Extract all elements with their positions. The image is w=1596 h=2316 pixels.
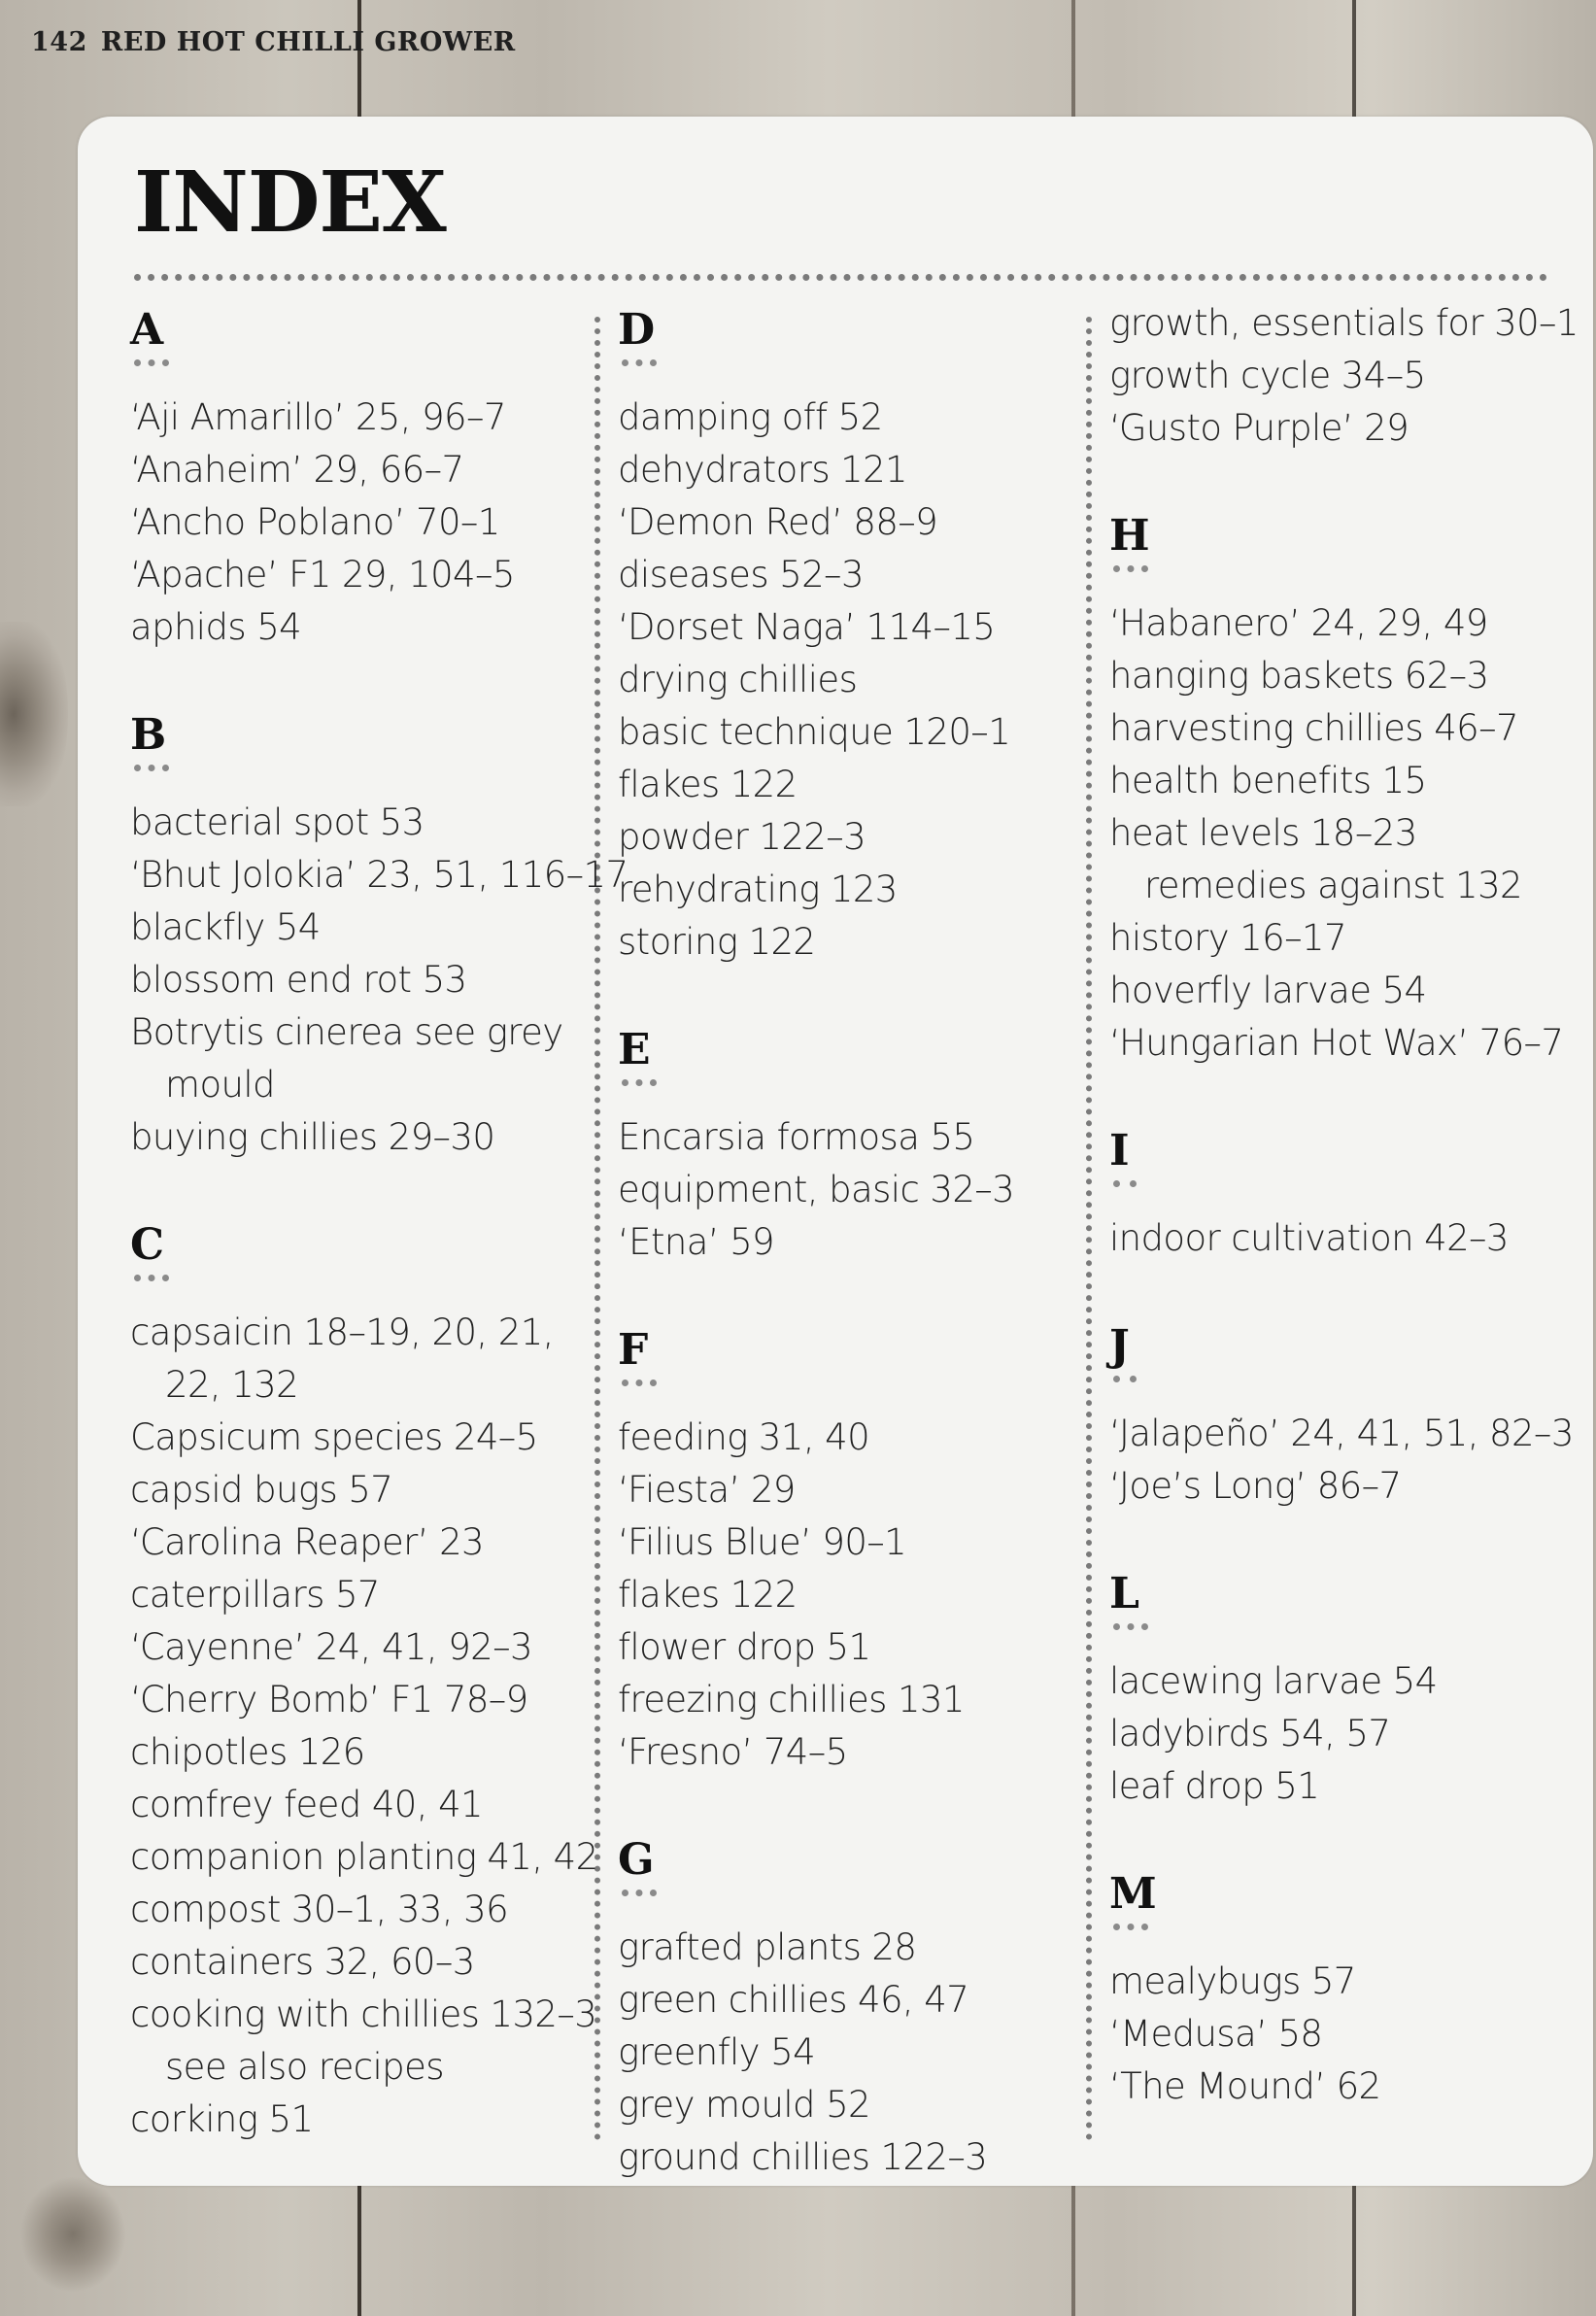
index-entry: ‘Cayenne’ 24, 41, 92–3 <box>130 1626 532 1668</box>
section-letter: A <box>130 305 164 355</box>
section-dots <box>1113 1924 1148 1938</box>
wood-knot <box>0 622 68 806</box>
section-dots <box>134 1275 169 1289</box>
index-entry: aphids 54 <box>130 606 302 648</box>
index-entry: ‘Ancho Poblano’ 70–1 <box>130 501 500 543</box>
section-letter: E <box>618 1025 651 1074</box>
index-entry: companion planting 41, 42 <box>130 1836 598 1878</box>
book-title: RED HOT CHILLI GROWER <box>100 27 516 57</box>
index-entry: ‘Fresno’ 74–5 <box>618 1731 848 1773</box>
index-section <box>618 1323 1074 1779</box>
index-entry: ground chillies 122–3 <box>618 2136 988 2178</box>
section-dots <box>1113 1180 1137 1195</box>
section-dots <box>134 765 169 779</box>
index-entry: Capsicum species 24–5 <box>130 1416 538 1458</box>
title-divider <box>134 274 1547 281</box>
index-entry: feeding 31, 40 <box>618 1416 870 1458</box>
index-entry: ‘Demon Red’ 88–9 <box>618 501 938 543</box>
index-entry: bacterial spot 53 <box>130 801 424 843</box>
index-entry: ‘Anaheim’ 29, 66–7 <box>130 449 464 491</box>
running-head <box>31 27 516 57</box>
index-entry: ‘Cherry Bomb’ F1 78–9 <box>130 1679 528 1720</box>
section-dots <box>134 359 169 374</box>
index-entry: comfrey feed 40, 41 <box>130 1784 483 1825</box>
index-entry: mould <box>165 1064 275 1106</box>
section-letter: M <box>1109 1869 1157 1919</box>
index-entry: ‘Dorset Naga’ 114–15 <box>618 606 996 648</box>
index-entry: blackfly 54 <box>130 906 321 948</box>
index-entry: containers 32, 60–3 <box>130 1941 475 1983</box>
index-section <box>1109 509 1566 1070</box>
section-letter: D <box>618 305 656 355</box>
index-entry: basic technique 120–1 <box>618 711 1011 753</box>
index-entry: indoor cultivation 42–3 <box>1109 1217 1509 1259</box>
index-section <box>1109 297 1579 455</box>
section-letter: H <box>1109 511 1150 561</box>
section-dots <box>622 359 657 374</box>
section-letter: B <box>130 710 167 760</box>
index-section <box>130 303 587 654</box>
index-column <box>130 303 628 2200</box>
index-entry: capsid bugs 57 <box>130 1469 393 1511</box>
index-entry: greenfly 54 <box>618 2031 816 2073</box>
section-letter: I <box>1109 1126 1130 1175</box>
section-letter: F <box>618 1325 649 1375</box>
wood-knot <box>19 2176 126 2293</box>
index-entry: capsaicin 18–19, 20, 21, <box>130 1311 554 1353</box>
index-entry: ‘Etna’ 59 <box>618 1221 774 1263</box>
index-entry: ‘Apache’ F1 29, 104–5 <box>130 554 515 596</box>
index-entry: remedies against 132 <box>1144 865 1522 906</box>
index-section <box>618 1023 1074 1269</box>
section-dots <box>622 1890 657 1904</box>
page-title: INDEX <box>134 153 446 252</box>
index-entry: corking 51 <box>130 2098 314 2140</box>
index-entry: grafted plants 28 <box>618 1926 917 1968</box>
index-entry: Botrytis cinerea see grey <box>130 1011 563 1053</box>
section-dots <box>622 1379 657 1394</box>
index-column <box>1109 302 1579 2167</box>
page-number: 142 <box>31 27 87 57</box>
index-entry: compost 30–1, 33, 36 <box>130 1889 509 1930</box>
index-entry: ‘Bhut Jolokia’ 23, 51, 116–17 <box>130 854 628 896</box>
index-entry: hoverfly larvae 54 <box>1109 970 1427 1011</box>
index-entry: buying chillies 29–30 <box>130 1116 495 1158</box>
index-entry: ‘Carolina Reaper’ 23 <box>130 1521 484 1563</box>
index-entry: green chillies 46, 47 <box>618 1979 969 2021</box>
index-entry: ‘Aji Amarillo’ 25, 96–7 <box>130 396 506 438</box>
index-entry: grey mould 52 <box>618 2084 870 2126</box>
section-letter: G <box>618 1835 655 1885</box>
index-entry: growth cycle 34–5 <box>1109 355 1426 396</box>
index-section <box>1109 1867 1566 2113</box>
index-entry: see also recipes <box>165 2046 444 2088</box>
index-entry: heat levels 18–23 <box>1109 812 1417 854</box>
section-letter: C <box>130 1220 165 1270</box>
index-entry: damping off 52 <box>618 396 883 438</box>
index-entry: ‘Jalapeño’ 24, 41, 51, 82–3 <box>1109 1413 1574 1454</box>
index-entry: flower drop 51 <box>618 1626 871 1668</box>
section-letter: J <box>1109 1321 1130 1371</box>
index-entry: ‘Fiesta’ 29 <box>618 1469 796 1511</box>
index-entry: history 16–17 <box>1109 917 1346 959</box>
index-entry: drying chillies <box>618 659 858 700</box>
index-section <box>1109 1319 1574 1513</box>
index-entry: ‘Hungarian Hot Wax’ 76–7 <box>1109 1022 1564 1064</box>
section-dots <box>622 1079 657 1094</box>
index-entry: ‘Habanero’ 24, 29, 49 <box>1109 602 1488 644</box>
index-section <box>618 1833 1074 2184</box>
index-entry: flakes 122 <box>618 1574 798 1616</box>
index-entry: harvesting chillies 46–7 <box>1109 707 1518 749</box>
index-entry: caterpillars 57 <box>130 1574 380 1616</box>
index-entry: ‘Medusa’ 58 <box>1109 2013 1323 2055</box>
index-entry: mealybugs 57 <box>1109 1960 1356 2002</box>
index-entry: powder 122–3 <box>618 816 866 858</box>
section-dots <box>1113 1623 1148 1638</box>
index-entry: ‘Gusto Purple’ 29 <box>1109 407 1409 449</box>
index-section <box>130 708 628 1164</box>
index-entry: ‘The Mound’ 62 <box>1109 2065 1381 2107</box>
index-section <box>1109 1124 1566 1265</box>
index-section <box>1109 1567 1566 1813</box>
index-section <box>130 1218 598 2146</box>
index-section <box>618 303 1074 969</box>
index-entry: blossom end rot 53 <box>130 959 467 1001</box>
index-entry: diseases 52–3 <box>618 554 864 596</box>
column-divider <box>1086 317 1092 2141</box>
index-entry: dehydrators 121 <box>618 449 907 491</box>
section-dots <box>1113 1376 1137 1390</box>
index-entry: freezing chillies 131 <box>618 1679 965 1720</box>
index-entry: flakes 122 <box>618 764 798 805</box>
index-entry: Encarsia formosa 55 <box>618 1116 975 1158</box>
index-entry: storing 122 <box>618 921 816 963</box>
index-entry: lacewing larvae 54 <box>1109 1660 1438 1702</box>
index-entry: rehydrating 123 <box>618 868 898 910</box>
index-entry: 22, 132 <box>165 1364 299 1406</box>
index-entry: health benefits 15 <box>1109 760 1427 801</box>
index-column <box>618 303 1074 2238</box>
index-entry: chipotles 126 <box>130 1731 365 1773</box>
index-entry: ladybirds 54, 57 <box>1109 1713 1391 1754</box>
section-dots <box>1113 565 1148 580</box>
index-entry: ‘Joe’s Long’ 86–7 <box>1109 1465 1402 1507</box>
index-entry: equipment, basic 32–3 <box>618 1169 1015 1210</box>
index-entry: cooking with chillies 132–3 <box>130 1993 597 2035</box>
index-entry: ‘Filius Blue’ 90–1 <box>618 1521 907 1563</box>
section-letter: L <box>1109 1569 1139 1618</box>
index-entry: growth, essentials for 30–1 <box>1109 302 1579 344</box>
index-entry: leaf drop 51 <box>1109 1765 1320 1807</box>
index-entry: hanging baskets 62–3 <box>1109 655 1489 697</box>
